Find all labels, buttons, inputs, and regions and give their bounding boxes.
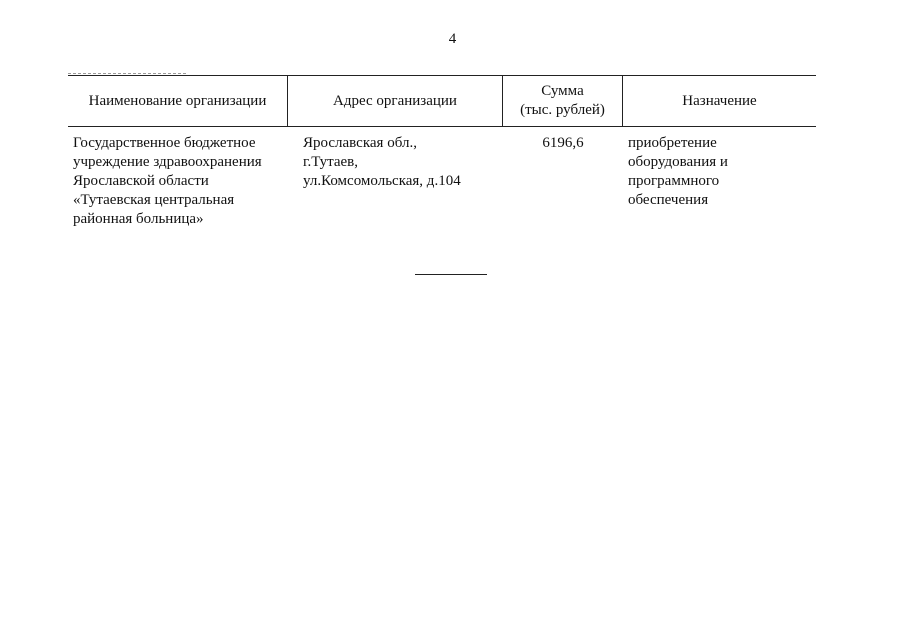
cell-purpose: приобретение оборудования и программного обеспечения (628, 135, 728, 208)
page-number: 4 (448, 31, 457, 47)
cell-amount: 6196,6 (542, 135, 584, 151)
allocation-table (68, 75, 816, 229)
header-organization-address: Адрес организации (288, 76, 503, 126)
table-header-row (68, 75, 816, 127)
scan-artifact-line (68, 73, 186, 74)
cell-organization-address: Ярославская обл., г.Тутаев, ул.Комсомольская, д.104 (303, 135, 461, 189)
cell-organization-name: Государственное бюджетное учреждение здравоохранения Ярославской области «Тутаевская центральная районная больница» (73, 135, 262, 227)
end-of-document-rule (415, 274, 487, 275)
table-row (68, 127, 816, 229)
header-organization-name: Наименование организации (68, 76, 288, 126)
header-amount: Сумма (тыс. рублей) (503, 76, 623, 126)
header-purpose: Назначение (682, 92, 757, 109)
